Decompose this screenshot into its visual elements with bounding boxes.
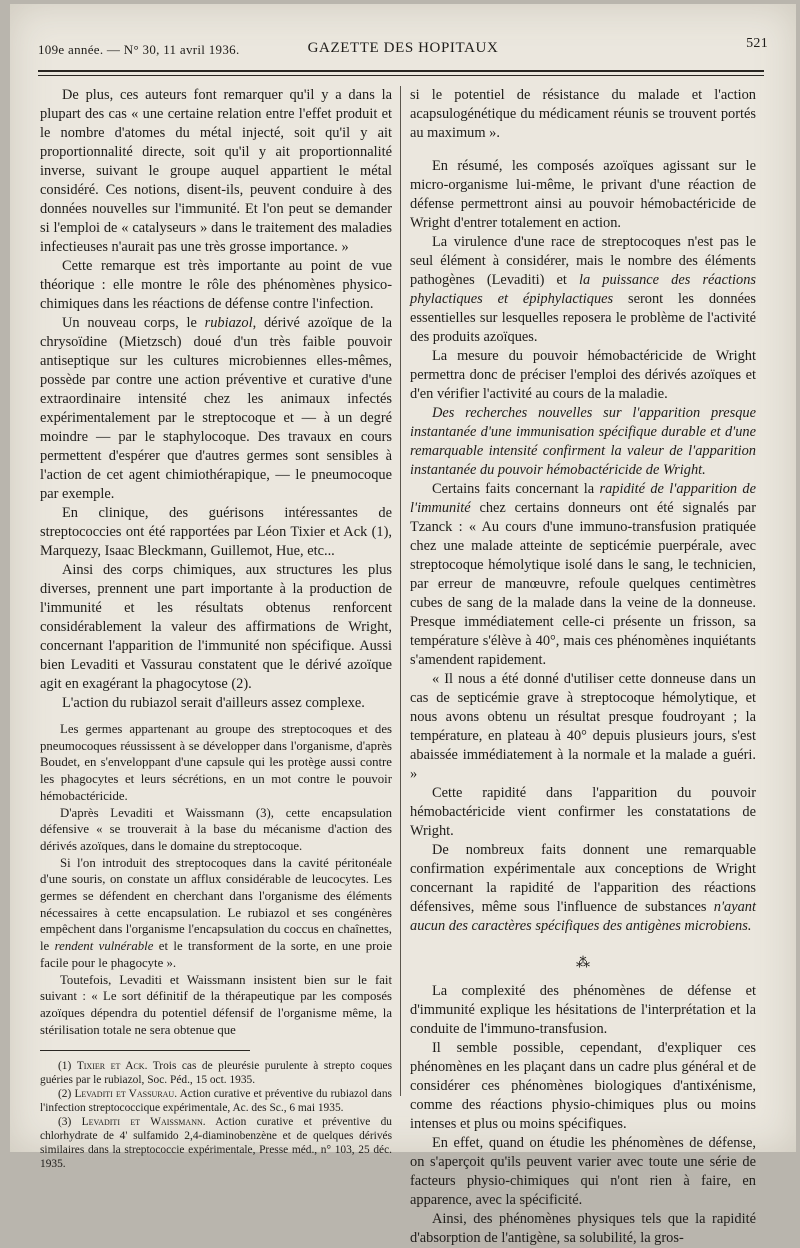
paragraph: Les germes appartenant au groupe des streptocoques et des pneumocoques réussissent à se développer dans l'organisme, d'après Boudet, en s'enveloppant d'une capsule qui les protège aussi contre les phagocytes et leurs sécrétions, en un mot contre le pouvoir hémobactéricide.	[40, 722, 392, 803]
paragraph: « Il nous a été donné d'utiliser cette donneuse dans un cas de septicémie grave à streptocoque hémolytique, et nous avons obtenu un résultat presque foudroyant ; la température, en plateau à 40° depuis plusieurs jours, s'est abaissée immédiatement à la normale et la malade a guéri. »	[410, 671, 756, 782]
paragraph: Ainsi des corps chimiques, aux structures les plus diverses, prennent une part importante à la production de l'immunité et les résultats obtenus renforcent considérablement la valeur des affirmations de Wright, concernant l'apparition de l'immunité non spécifique. Aussi bien Levaditi et Vassurau constatent que le dérivé azoïque agit en exagérant la phagocytose (2).	[40, 562, 392, 692]
paragraph: De plus, ces auteurs font remarquer qu'il y a dans la plupart des cas « une certaine relation entre l'effet produit et le nombre d'atomes du métal injecté, soit qu'il y ait proportionnalité directe, soit qu'il y ait proportionnalité inverse, suivant le groupe auquel appartient le métal considéré. Ces notions, disent-ils, peuvent conduire à des données nouvelles sur l'immunité. Et l'on peut se demander si l'emploi de « catalyseurs » dans le traitement des maladies infectieuses n'aurait pas une très grosse importance. »	[40, 87, 392, 255]
paragraph: D'après Levaditi et Waissmann (3), cette encapsulation défensive « se trouverait à la base du mécanisme d'action des dérivés azoïques, dans le domaine du streptocoque.	[40, 805, 392, 853]
footnote: (2) Levaditi et Vassurau. Action curative et préventive du rubiazol dans l'infection streptococcique expérimentale, Ac. des Sc., 6 mai 1935.	[40, 1088, 392, 1115]
footnote: (3) Levaditi et Waissmann. Action curative et préventive du chlorhydrate de 4' sulfamido 2,4-diaminobenzène et de quelques dérivés similaires dans la streptococcie expérimentale, Presse méd., n° 103, 25 déc. 1935.	[40, 1116, 392, 1171]
paragraph: Des recherches nouvelles sur l'apparition presque instantanée d'une immunisation spécifique durable et d'une remarquable intensité confirment la valeur de l'apparition instantanée du pouvoir hémobactéricide de Wright.	[410, 405, 756, 478]
footnote: (1) Tixier et Ack. Trois cas de pleurésie purulente à strepto coques guéries par le rubiazol, Soc. Péd., 15 oct. 1935.	[40, 1060, 392, 1087]
footnote-rule	[40, 1050, 250, 1051]
paragraph: En clinique, des guérisons intéressantes de streptococcies ont été rapportées par Léon Tixier et Ack (1), Marquezy, Isaac Bleckmann, Guillemot, Hue, etc...	[40, 505, 392, 559]
header-rule-thick	[38, 70, 764, 72]
paragraph: Cette remarque est très importante au point de vue théorique : elle montre le rôle des phénomènes physico-chimiques dans les réactions de défense contre l'infection.	[40, 258, 392, 312]
page-number: 521	[746, 36, 768, 51]
paragraph: Cette rapidité dans l'apparition du pouvoir hémobactéricide vient confirmer les constatations de Wright.	[410, 785, 756, 839]
journal-title: GAZETTE DES HOPITAUX	[307, 40, 499, 56]
paragraph: La complexité des phénomènes de défense et d'immunité explique les hésitations de l'interprétation et la conduite de l'immuno-transfusion.	[410, 983, 756, 1037]
left-column	[40, 86, 392, 1171]
paragraph: La mesure du pouvoir hémobactéricide de Wright permettra donc de préciser l'emploi des dérivés azoïques et d'en vérifier l'activité au cours de la maladie.	[410, 348, 756, 402]
header-rule-thin	[38, 75, 764, 76]
right-column	[410, 86, 756, 1248]
paragraph: Toutefois, Levaditi et Waissmann insistent bien sur le fait suivant : « Le sort définitif de la thérapeutique par les composés azoïques dépendra du potentiel défensif de l'organisme même, la stérilisation totale ne sera obtenue que	[40, 972, 392, 1037]
paragraph: En effet, quand on étudie les phénomènes de défense, on s'aperçoit qu'ils peuvent varier avec toute une série de facteurs physio-chimiques qui n'ont rien à faire, en apparence, avec la spécificité.	[410, 1135, 756, 1208]
paragraph: Un nouveau corps, le rubiazol, dérivé azoïque de la chrysoïdine (Mietzsch) doué d'un très faible pouvoir antiseptique sur les cultures microbiennes elles-mêmes, possède par contre une action préventive et curative d'une extraordinaire intensité chez les animaux infectés expérimentalement par le streptocoque et — à un degré moindre — par le staphylocoque. Des travaux en cours permettent d'espérer que d'autres germes sont sensibles à l'action de cet agent chimiothérapique, — le pneumocoque par exemple.	[40, 315, 392, 502]
paragraph: Certains faits concernant la rapidité de l'apparition de l'immunité chez certains donneurs ont été signalés par Tzanck : « Au cours d'une immuno-transfusion pratiquée chez une malade atteinte de septicémie puerpérale, avec streptocoque hémolytique isolé dans le sang, le technicien, par erreur de manœuvre, refoule quelques centimètres cubes de sang de la malade dans la veine de la donneuse. Presque immédiatement celle-ci présente un frisson, sa température s'élève à 40°, mais ces phénomènes inquiétants s'amendent rapidement.	[410, 481, 756, 668]
paragraph: Il semble possible, cependant, d'expliquer ces phénomènes en les plaçant dans un cadre plus général et de considérer ces phénomènes biologiques d'antixénisme, comme des réactions physio-chimiques plus ou moins intenses et plus ou moins spécifiques.	[410, 1040, 756, 1132]
paragraph: La virulence d'une race de streptocoques n'est pas le seul élément à considérer, mais le nombre des éléments pathogènes (Levaditi) et la puissance des réactions phylactiques et épiphylactiques seront les données essentielles sur lesquelles reposera le problème de l'activité des produits azoïques.	[410, 234, 756, 345]
paragraph: Si l'on introduit des streptocoques dans la cavité péritonéale d'une souris, on constate un afflux considérable de leucocytes. Les germes se défendent en cherchant dans l'organisme des éléments nécessaires à cette encapsulation. Le rubiazol et ses congénères empêchent dans l'organisme l'encapsulation du coccus en chaînettes, le rendent vulnérable et le transforment de la sorte, en une proie facile pour le phagocyte ».	[40, 855, 392, 970]
footnotes	[40, 1059, 392, 1171]
issue-info: 109e année. — N° 30, 11 avril 1936.	[38, 42, 240, 57]
column-divider	[400, 86, 401, 1096]
paragraph: En résumé, les composés azoïques agissant sur le micro-organisme lui-même, le privant d'une réaction de défense permettront ainsi au pouvoir hémobactéricide de Wright d'entrer totalement en action.	[410, 158, 756, 231]
small-print-section	[40, 721, 392, 1038]
paragraph: si le potentiel de résistance du malade et l'action acapsulogénétique du médicament réunis se trouvent portés au maximum ».	[410, 87, 756, 141]
paragraph: Ainsi, des phénomènes physiques tels que la rapidité d'absorption de l'antigène, sa solubilité, la gros-	[410, 1211, 756, 1246]
paragraph: L'action du rubiazol serait d'ailleurs assez complexe.	[62, 695, 365, 711]
section-asterism: ⁂	[576, 956, 590, 971]
page-header	[38, 36, 768, 60]
paragraph: De nombreux faits donnent une remarquable confirmation expérimentale aux conceptions de Wright concernant la rapidité de l'apparition des réactions défensives, même sous l'influence de substances n'ayant aucun des caractères spécifiques des antigènes microbiens.	[410, 842, 756, 934]
